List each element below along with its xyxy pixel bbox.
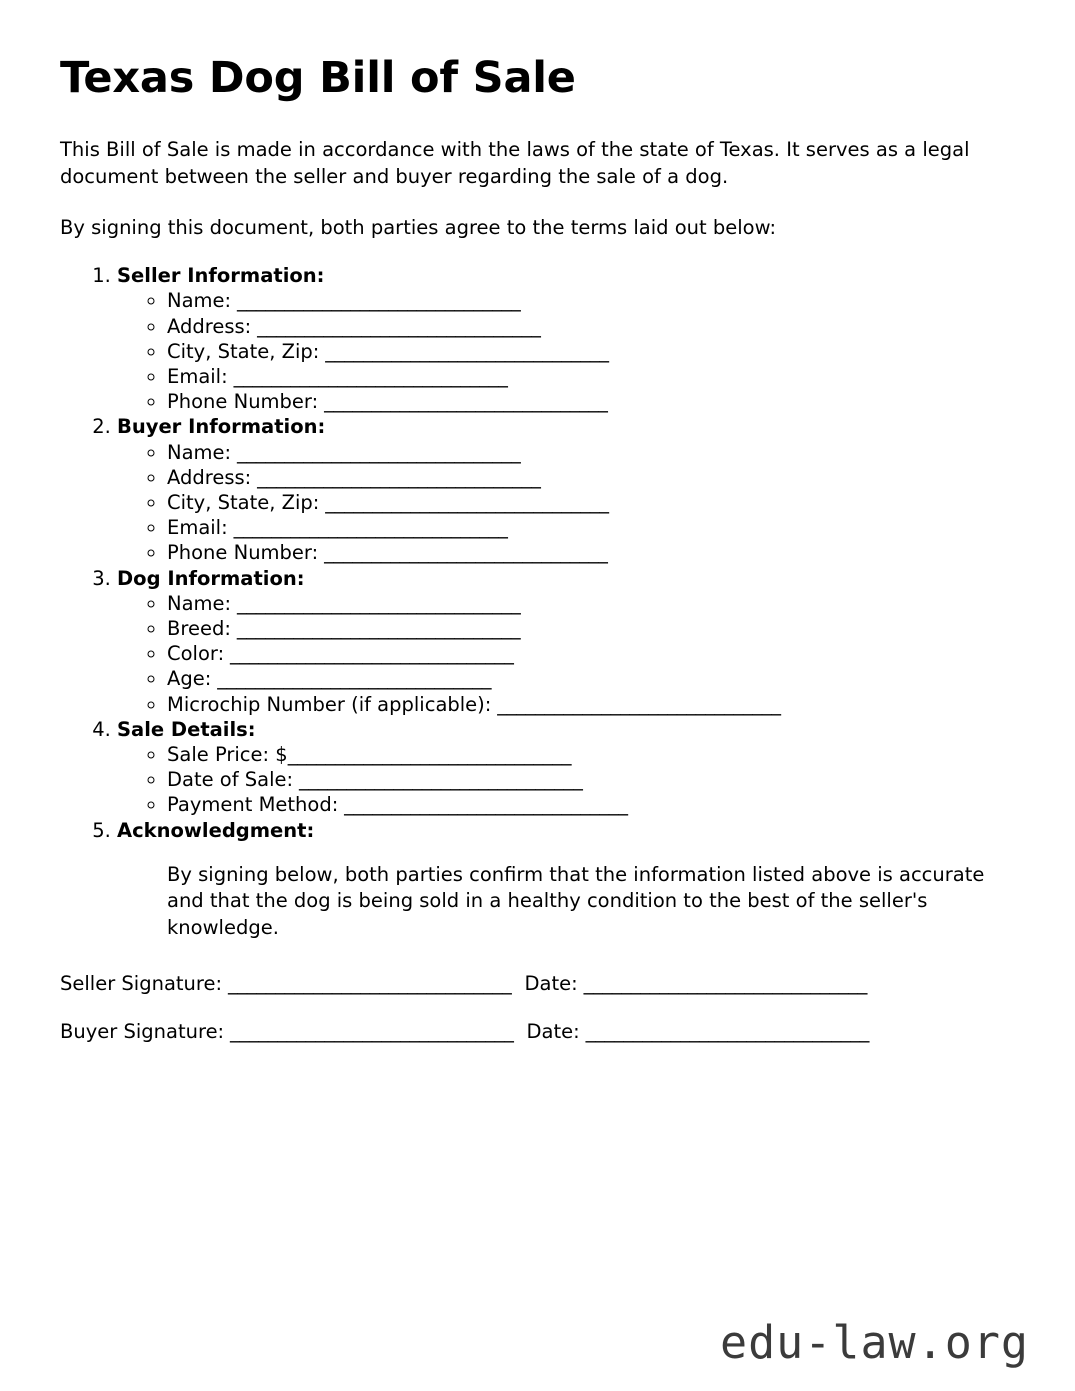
field-dog-microchip-number xyxy=(167,692,995,717)
field-dog-name xyxy=(167,591,995,616)
field-label: Sale Price: $ xyxy=(167,743,288,767)
field-label: Email: xyxy=(167,516,228,540)
field-dog-color xyxy=(167,641,995,666)
field-buyer-address xyxy=(167,465,995,490)
seller-signature-label: Seller Signature: xyxy=(60,972,223,996)
field-label: Color: xyxy=(167,642,225,666)
field-blank[interactable]: ______________________________ xyxy=(231,289,521,313)
field-blank[interactable]: _____________________________ xyxy=(211,667,492,691)
section-acknowledgment xyxy=(117,818,995,942)
seller-field-list xyxy=(117,288,995,414)
section-sale-details xyxy=(117,717,995,818)
section-heading: Buyer Information: xyxy=(117,415,326,439)
seller-signature-blank[interactable]: ______________________________ xyxy=(222,972,512,996)
field-blank[interactable]: ______________________________ xyxy=(338,793,628,817)
field-payment-method xyxy=(167,792,995,817)
field-seller-address xyxy=(167,314,995,339)
buyer-date-label: Date: xyxy=(526,1019,580,1043)
buyer-signature-row xyxy=(60,1019,995,1044)
buyer-signature-label: Buyer Signature: xyxy=(60,1019,225,1043)
field-label: Name: xyxy=(167,591,232,615)
field-seller-phone-number xyxy=(167,389,995,414)
site-watermark: edu-law.org xyxy=(719,1316,1029,1369)
field-blank[interactable]: ______________________________ xyxy=(230,617,521,640)
field-label: Name: xyxy=(167,289,232,313)
field-blank[interactable]: ______________________________ xyxy=(287,743,572,767)
field-label: Address: xyxy=(167,465,252,489)
buyer-field-list xyxy=(117,440,995,566)
field-label: Phone Number: xyxy=(167,390,319,414)
field-label: Breed: xyxy=(167,617,231,640)
field-buyer-city-state-zip xyxy=(167,490,995,515)
seller-date-label: Date: xyxy=(524,972,578,996)
field-blank[interactable]: ______________________________ xyxy=(231,440,521,464)
buyer-signature-blank[interactable]: ______________________________ xyxy=(224,1019,514,1043)
field-blank[interactable]: ______________________________ xyxy=(293,768,583,792)
intro-paragraph-1: This Bill of Sale is made in accordance with the laws of the state of Texas. It serves as a legal document between the seller and buyer regarding the sale of a dog. xyxy=(60,138,970,189)
field-date-of-sale xyxy=(167,767,995,792)
document-body xyxy=(60,54,995,1066)
section-dog-information xyxy=(117,566,995,717)
field-label: Microchip Number (if applicable): xyxy=(167,692,492,716)
field-label: City, State, Zip: xyxy=(167,490,320,514)
field-buyer-phone-number xyxy=(167,540,995,565)
seller-date-blank[interactable]: ______________________________ xyxy=(577,972,868,996)
section-seller-information xyxy=(117,263,995,414)
buyer-date-blank[interactable]: ______________________________ xyxy=(579,1019,870,1043)
field-blank[interactable]: _____________________________ xyxy=(227,364,508,388)
field-seller-city-state-zip xyxy=(167,339,995,364)
section-buyer-information xyxy=(117,414,995,565)
seller-signature-row xyxy=(60,971,995,996)
section-heading: Seller Information: xyxy=(117,264,325,288)
field-label: Age: xyxy=(167,667,212,691)
field-blank[interactable]: ______________________________ xyxy=(318,390,608,414)
field-blank[interactable]: _____________________________ xyxy=(227,516,508,540)
field-label: City, State, Zip: xyxy=(167,339,320,363)
field-label: Payment Method: xyxy=(167,793,339,817)
field-dog-breed xyxy=(167,616,995,641)
dog-field-list xyxy=(117,591,995,717)
field-label: Date of Sale: xyxy=(167,768,294,792)
field-blank[interactable]: ______________________________ xyxy=(251,465,541,489)
field-buyer-name xyxy=(167,440,995,465)
page-title: Texas Dog Bill of Sale xyxy=(60,53,576,103)
field-label: Phone Number: xyxy=(167,541,319,565)
terms-list xyxy=(60,263,995,941)
field-label: Name: xyxy=(167,440,232,464)
acknowledgment-paragraph: By signing below, both parties confirm that the information listed above is accurate and that the dog is being sold in a healthy condition to the best of the seller's knowledge. xyxy=(167,862,985,939)
section-heading: Sale Details: xyxy=(117,717,256,741)
field-blank[interactable]: ______________________________ xyxy=(319,339,609,363)
field-dog-age xyxy=(167,666,995,691)
field-blank[interactable]: ______________________________ xyxy=(224,642,514,666)
field-blank[interactable]: ______________________________ xyxy=(251,314,541,338)
field-blank[interactable]: ______________________________ xyxy=(231,591,521,615)
field-seller-name xyxy=(167,288,995,313)
field-label: Email: xyxy=(167,364,228,388)
signature-block xyxy=(60,971,995,1043)
field-blank[interactable]: ______________________________ xyxy=(319,490,609,514)
field-sale-price xyxy=(167,742,995,767)
field-blank[interactable]: ______________________________ xyxy=(318,541,608,565)
field-buyer-email xyxy=(167,515,995,540)
sale-field-list xyxy=(117,742,995,818)
field-blank[interactable]: ______________________________ xyxy=(491,692,781,716)
intro-paragraph-2: By signing this document, both parties agree to the terms laid out below: xyxy=(60,216,777,240)
field-seller-email xyxy=(167,364,995,389)
section-heading: Dog Information: xyxy=(117,566,305,590)
section-heading: Acknowledgment: xyxy=(117,818,315,842)
field-label: Address: xyxy=(167,314,252,338)
